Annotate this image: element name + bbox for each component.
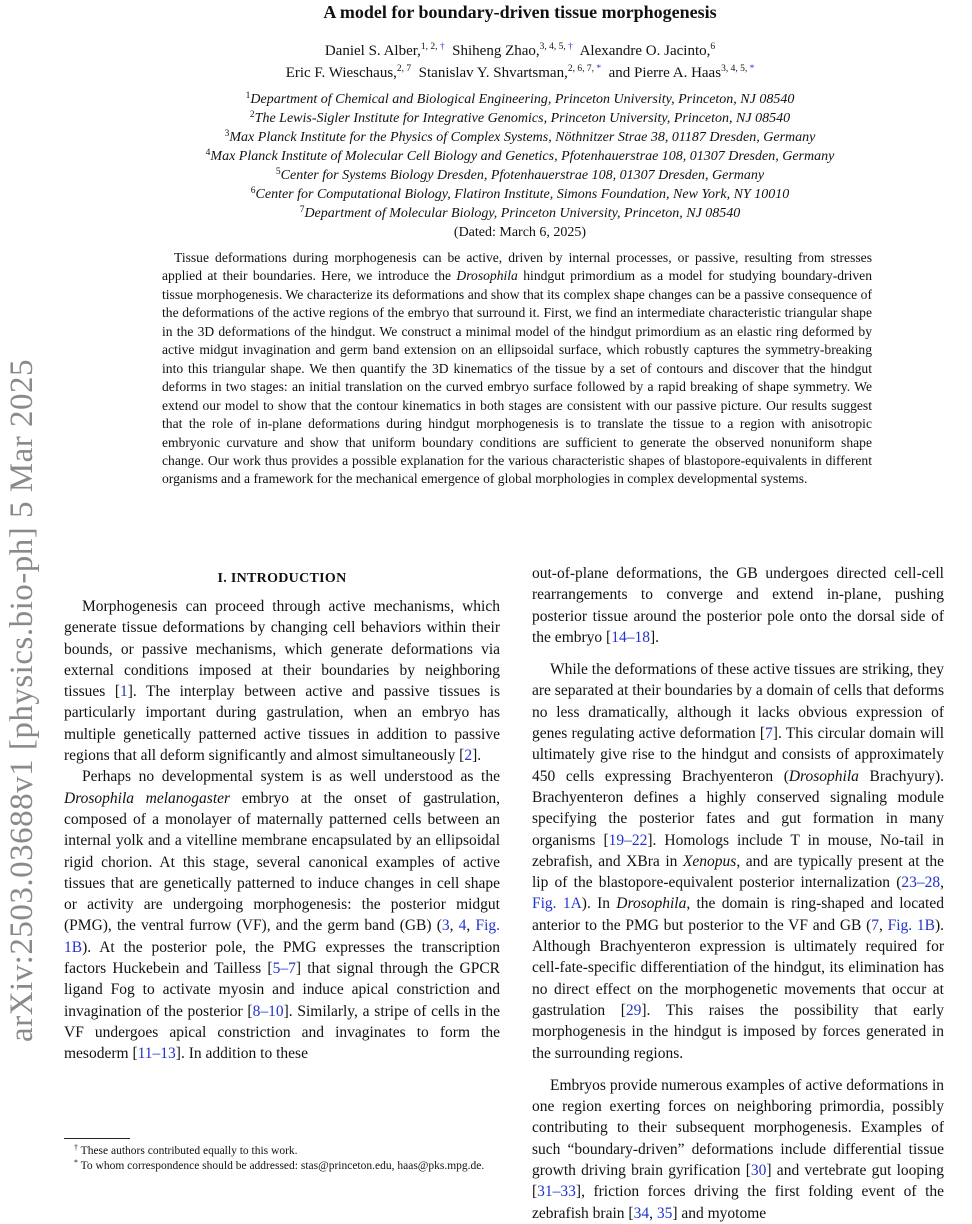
body-text: ]. This raises the possibility that early morphogenesis in the hindgut is imposed by forces generated in the surrounding regions.	[532, 1001, 945, 1062]
body-text: , and are typically present at the lip of the blastopore-equivalent posterior internalization (	[532, 852, 944, 892]
author-name: Alexandre O. Jacinto,	[579, 43, 711, 59]
author-line-1	[150, 40, 890, 62]
affiliation-text: Center for Systems Biology Dresden, Pfotenhauerstrae 108, 01307 Dresden, Germany	[280, 168, 765, 183]
affiliation-item	[120, 185, 920, 204]
species-name: Xenopus	[682, 852, 737, 870]
author-name: Stanislav Y. Shvartsman,	[418, 65, 568, 81]
right-column	[532, 563, 944, 1224]
citation-link[interactable]: 1	[120, 683, 128, 701]
citation-link[interactable]: 7	[765, 725, 773, 743]
affiliation-item	[120, 109, 920, 128]
author-affil-sup: 2, 7	[396, 64, 412, 74]
citation-link[interactable]: 35	[656, 1204, 673, 1222]
affiliation-list	[120, 90, 920, 223]
body-text: ].	[472, 747, 482, 765]
citation-link[interactable]: 14–18	[611, 628, 650, 646]
author-affil-sup: 2, 6, 7,	[567, 64, 597, 74]
body-text: Embryos provide numerous examples of active deformations in one region exerting forces on neighboring primordia, possibly contributing to their subsequent morphogenesis. Examples of such “boundary-driven” deformations include differential tissue growth driving brain gyrification [	[532, 1076, 944, 1180]
species-name: Drosophila	[616, 895, 687, 913]
author-affil-sup: 3, 4, 5,	[721, 64, 750, 74]
correspondence-mark[interactable]: *	[749, 64, 755, 74]
citation-link[interactable]: 31–33	[537, 1183, 576, 1201]
author-affil-sup: 3, 4, 5,	[539, 42, 569, 52]
body-text: , the domain is ring-shaped and located anterior to the PMG but posterior to the VF and GB (	[532, 895, 944, 934]
body-text: ,	[649, 1204, 657, 1222]
author-affil-sup: 1, 2,	[420, 42, 440, 52]
figure-link[interactable]: Fig. 1B	[64, 917, 501, 956]
figure-link[interactable]: Fig. 1B	[887, 916, 935, 934]
intro-paragraph-2	[64, 766, 500, 1064]
affiliation-item	[120, 166, 920, 185]
body-text: ] and vertebrate gut looping [	[532, 1162, 944, 1201]
arxiv-identifier: arXiv:2503.03688v1 [physics.bio-ph] 5 Mar 2025	[3, 358, 40, 1042]
body-text: ]. Homologs include T in mouse, No-tail in zebrafish, and XBra in	[532, 831, 944, 870]
affiliation-number: 5	[275, 167, 281, 177]
author-list	[150, 40, 890, 84]
citation-link[interactable]: 2	[464, 747, 473, 765]
intro-paragraph-5	[532, 1075, 944, 1224]
citation-link[interactable]: 3	[441, 917, 450, 935]
arxiv-side-stamp	[0, 240, 44, 1160]
affiliation-text: Max Planck Institute of Molecular Cell Biology and Genetics, Pfotenhauerstrae 108, 01307 Dresden, Germany	[210, 149, 835, 164]
abstract-species: Drosophila	[456, 268, 518, 284]
affiliation-text: Department of Molecular Biology, Princeton University, Princeton, NJ 08540	[304, 206, 741, 221]
citation-link[interactable]: 7	[871, 916, 879, 934]
body-text: ] and myotome	[672, 1204, 767, 1222]
body-text: ,	[940, 874, 944, 892]
body-text: ]. Similarly, a stripe of cells in the VF undergoes apical constriction and invaginates to form the mesoderm [	[64, 1002, 501, 1063]
intro-paragraph-4	[532, 659, 944, 1064]
body-text: Morphogenesis can proceed through active mechanisms, which generate tissue deformations by changing cell behaviors within their bounds, or passive mechanisms, which generate deformations via external conditions imposed at their boundaries by neighboring tissues [	[64, 598, 500, 701]
citation-link[interactable]: 5–7	[272, 960, 296, 978]
species-name: Drosophila	[788, 767, 859, 785]
citation-link[interactable]: 4	[458, 917, 467, 935]
body-text: Perhaps no developmental system is as well understood as the	[82, 768, 500, 786]
left-column	[64, 568, 500, 1065]
body-text: ], friction forces driving the first folding event of the zebrafish brain [	[532, 1183, 944, 1222]
body-text: ]. In addition to these	[175, 1045, 308, 1063]
body-text: ]. The interplay between active and passive tissues is particularly important during gastrulation, when an embryo has multiple genetically patterned active tissues in addition to passive regions that all deform significantly and almost simultaneously [	[64, 683, 500, 765]
species-name: Drosophila melanogaster	[64, 789, 231, 807]
body-text: ]. This circular domain will ultimately give rise to the hindgut and consists of approximately 450 cells expressing Brachyenteron (	[532, 725, 945, 785]
footnote-text: To whom correspondence should be addressed: stas@princeton.edu, haas@pks.mpg.de.	[78, 1160, 485, 1172]
footnote-text: These authors contributed equally to this work.	[78, 1145, 298, 1157]
abstract-text: hindgut primordium as a model for studying boundary-driven tissue morphogenesis. We characterize its deformations and show that its complex shape changes can be a passive consequence of the deformations of the active regions of the embryo that surround it. First, we find an intermediate characteristic triangular shape in the 3D deformations of the hindgut. We construct a minimal model of the hindgut primordium as an elastic ring deformed by active midgut invagination and germ band extension on an ellipsoidal surface, which robustly captures the symmetry-breaking into this triangular shape. We then quantify the 3D kinematics of the tissue by a set of contours and discover that the hindgut deforms in two stages: an initial translation on the curved embryo surface followed by a rapid breaking of shape symmetry. We extend our model to show that the contour kinematics in both stages are consistent with our passive picture. Our results suggest that the role of in-plane deformations during hindgut morphogenesis is to translate the tissue to a region with anisotropic embryonic curvature and show that uniform boundary conditions are sufficient to generate the observed nonuniform shape change. Our work thus provides a possible explanation for the various characteristic shapes of blastopore-equivalents in different organisms and a framework for the mechanical emergence of global morphologies in complex developmental systems.	[162, 268, 872, 487]
author-name: Daniel S. Alber,	[324, 43, 421, 59]
footnote-correspondence	[64, 1159, 500, 1174]
body-text: While the deformations of these active tissues are striking, they are separated at their boundaries by a domain of cells that deforms no less dramatically, although it lacks obvious expression of genes regulating active deformation [	[532, 661, 944, 743]
citation-link[interactable]: 19–22	[608, 831, 648, 849]
affiliation-item	[120, 204, 920, 223]
body-text: Brachyury). Brachyenteron defines a highly conserved signaling module specifying the posterior fates and gut formation in many organisms [	[532, 767, 944, 849]
citation-link[interactable]: 23–28	[901, 874, 941, 892]
body-text: ). Although Brachyenteron expression is ultimately required for cell-fate-specific differentiation of the hindgut, its elimination has no direct effect on the morphogenetic movements that occur at gastrulation [	[532, 916, 945, 1019]
body-text: embryo at the onset of gastrulation, composed of a monolayer of maternally patterned cells between an internal yolk and a vitelline membrane encapsulated by an ellipsoidal rigid chorion. At this stage, several canonical examples of active tissues that are genetically patterned to induce changes in cell shape or activity are undergoing morphogenesis: the posterior midgut (PMG), the ventral furrow (VF), and the germ band (GB) (	[64, 789, 500, 935]
footnote-mark: *	[74, 1158, 78, 1167]
abstract-text: Tissue deformations during morphogenesis can be active, driven by internal processes, or passive, resulting from stresses applied at their boundaries. Here, we introduce the	[162, 250, 872, 284]
footnote-mark: †	[74, 1143, 78, 1152]
affiliation-text: Center for Computational Biology, Flatiron Institute, Simons Foundation, New York, NY 10010	[255, 187, 790, 202]
citation-link[interactable]: 11–13	[137, 1045, 176, 1063]
body-text: ). In	[581, 895, 617, 913]
equal-contrib-mark[interactable]: †	[568, 42, 573, 52]
section-heading: I. INTRODUCTION	[217, 571, 347, 586]
footnote-rule	[64, 1138, 130, 1139]
body-text: ,	[878, 916, 888, 934]
affiliation-number: 1	[245, 91, 251, 101]
body-text: ].	[649, 628, 659, 646]
intro-paragraph-1	[64, 596, 500, 766]
author-line-2	[150, 62, 890, 84]
body-text: ,	[466, 917, 476, 935]
citation-link[interactable]: 8–10	[252, 1002, 284, 1020]
paper-title: A model for boundary-driven tissue morphogenesis	[323, 2, 717, 22]
affiliation-number: 3	[224, 129, 230, 139]
body-text: ] that signal through the GPCR ligand Fog to activate myosin and induce apical constriction and invagination of the posterior [	[64, 960, 500, 1020]
affiliation-text: Department of Chemical and Biological Engineering, Princeton University, Princeton, NJ 08540	[250, 92, 795, 107]
citation-link[interactable]: 34	[633, 1204, 650, 1222]
abstract	[162, 249, 872, 489]
affiliation-number: 6	[250, 186, 256, 196]
citation-link[interactable]: 30	[750, 1162, 767, 1180]
footnotes	[64, 1144, 500, 1174]
affiliation-number: 4	[205, 148, 211, 158]
author-name: Shiheng Zhao,	[452, 43, 540, 59]
body-text: ,	[449, 917, 459, 935]
affiliation-item	[120, 128, 920, 147]
affiliation-text: The Lewis-Sigler Institute for Integrative Genomics, Princeton University, Princeton, NJ 08540	[254, 111, 791, 126]
author-name: and Pierre A. Haas	[608, 65, 722, 81]
figure-link[interactable]: Fig. 1A	[532, 895, 582, 913]
affiliation-number: 7	[299, 205, 305, 215]
author-affil-sup: 6	[710, 42, 716, 52]
body-text: out-of-plane deformations, the GB undergoes directed cell-cell rearrangements to converge and extend in-plane, pushing posterior tissue around the posterior pole onto the dorsal side of the embryo [	[532, 565, 944, 646]
author-name: Eric F. Wieschaus,	[285, 65, 397, 81]
body-text: ). At the posterior pole, the PMG expresses the transcription factors Huckebein and Tailless [	[64, 938, 500, 978]
date-line: (Dated: March 6, 2025)	[453, 225, 587, 240]
affiliation-item	[120, 90, 920, 109]
affiliation-number: 2	[249, 110, 255, 120]
footnote-equal-contribution	[64, 1144, 500, 1159]
correspondence-mark[interactable]: *	[596, 64, 602, 74]
equal-contrib-mark[interactable]: †	[439, 42, 445, 52]
affiliation-item	[120, 147, 920, 166]
intro-paragraph-3	[532, 563, 944, 648]
affiliation-text: Max Planck Institute for the Physics of Complex Systems, Nöthnitzer Strae 38, 01187 Dresden, Germany	[229, 130, 816, 145]
citation-link[interactable]: 29	[625, 1001, 642, 1019]
